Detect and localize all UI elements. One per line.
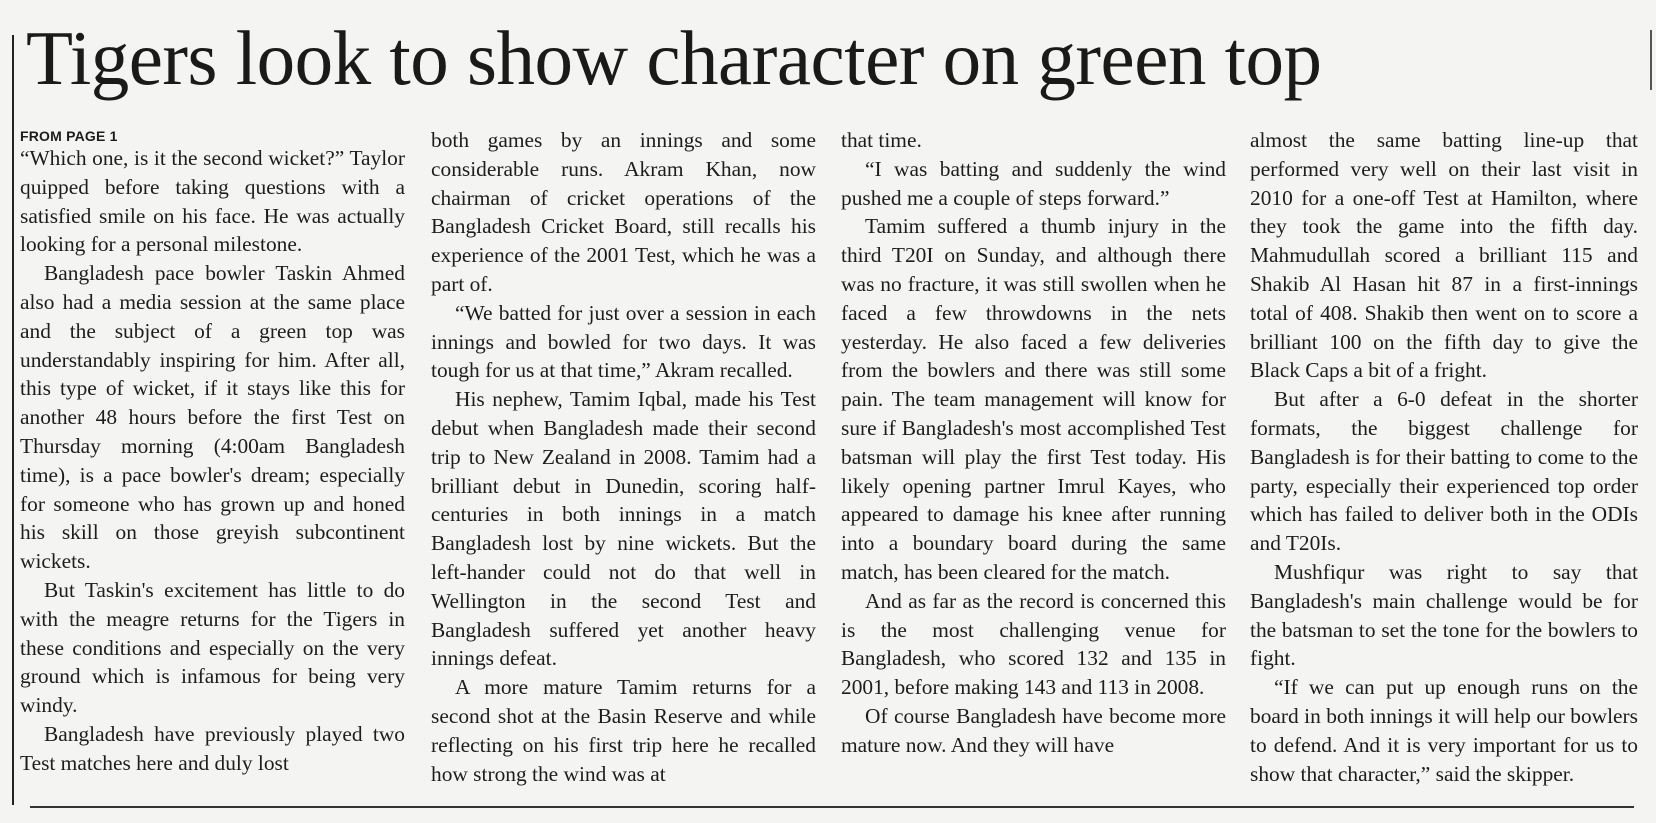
right-edge-rule	[1650, 30, 1652, 90]
paragraph: that time.	[841, 128, 922, 152]
paragraph: “If we can put up enough runs on the board in both innings it will help our bowlers to defend. And it is very important for us to show that character,” said the skipper.	[1250, 675, 1638, 786]
paragraph: Bangladesh pace bowler Taskin Ahmed also had a media session at the same place and the subject of a green top was understandably inspiring for him. After all, this type of wicket, if it stays like this for another 48 hours before the first Test on Thursday morning (4:00am Bangladesh time), is a pace bowler's dream; especially for someone who has grown up and honed his skill on those greyish subcontinent wickets.	[20, 261, 405, 574]
paragraph: “Which one, is it the second wicket?” Taylor quipped before taking questions with a satisfied smile on his face. He was actually looking for a personal milestone.	[20, 146, 405, 257]
article-column-2	[431, 126, 816, 788]
paragraph: both games by an innings and some considerable runs. Akram Khan, now chairman of cricket operations of the Bangladesh Cricket Board, still recalls his experience of the 2001 Test, which he was a part of.	[431, 128, 816, 296]
left-column-rule	[12, 35, 14, 805]
paragraph: But Taskin's excitement has little to do with the meagre returns for the Tigers in these conditions and especially on the very ground which is infamous for being very windy.	[20, 577, 405, 718]
paragraph: Tamim suffered a thumb injury in the third T20I on Sunday, and although there was no fracture, it was still swollen when he faced a few throwdowns in the nets yesterday. He also faced a few deliveries from the bowlers and there was still some pain. The team management will know for sure if Bangladesh's most accomplished Test batsman will play the first Test today. His likely opening partner Imrul Kayes, who appeared to damage his knee after running into a boundary board during the same match, has been cleared for the match.	[841, 214, 1226, 584]
paragraph: “I was batting and suddenly the wind pushed me a couple of steps forward.”	[841, 156, 1226, 210]
paragraph: But after a 6-0 defeat in the shorter formats, the biggest challenge for Bangladesh is for their batting to come to the party, especially their experienced top order which has failed to deliver both in the ODIs and T20Is.	[1250, 387, 1638, 556]
paragraph: His nephew, Tamim Iqbal, made his Test debut when Bangladesh made their second trip to New Zealand in 2008. Tamim had a brilliant debut in Dunedin, scoring half-centuries in both innings in a match Bangladesh lost by nine wickets. But the left-hander could not do that well in Wellington in the second Test and Bangladesh suffered yet another heavy innings defeat.	[431, 387, 816, 671]
kicker-from-page: FROM PAGE 1	[20, 128, 118, 144]
article-column-3	[841, 126, 1226, 760]
paragraph: Mushfiqur was right to say that Bangladesh's main challenge would be for the batsman to set the tone for the bowlers to fight.	[1250, 559, 1638, 671]
article-column-4	[1250, 126, 1638, 788]
paragraph: And as far as the record is concerned this is the most challenging venue for Bangladesh, who scored 132 and 135 in 2001, before making 143 and 113 in 2008.	[841, 588, 1226, 700]
headline: Tigers look to show character on green top	[26, 15, 1322, 101]
paragraph: Bangladesh have previously played two Test matches here and duly lost	[20, 721, 405, 775]
paragraph: Of course Bangladesh have become more mature now. And they will have	[841, 703, 1226, 757]
article-column-1	[20, 126, 405, 778]
paragraph: almost the same batting line-up that performed very well on their last visit in 2010 for a one-off Test at Hamilton, where they took the game into the fifth day. Mahmudullah scored a brilliant 115 and Shakib Al Hasan hit 87 in a first-innings total of 408. Shakib then went on to score a brilliant 100 on the fifth day to give the Black Caps a bit of a fright.	[1250, 128, 1638, 383]
paragraph: A more mature Tamim returns for a second shot at the Basin Reserve and while reflecting on his first trip here he recalled how strong the wind was at	[431, 675, 816, 786]
paragraph: “We batted for just over a session in each innings and bowled for two days. It was tough for us at that time,” Akram recalled.	[431, 300, 816, 383]
bottom-rule	[30, 806, 1634, 808]
